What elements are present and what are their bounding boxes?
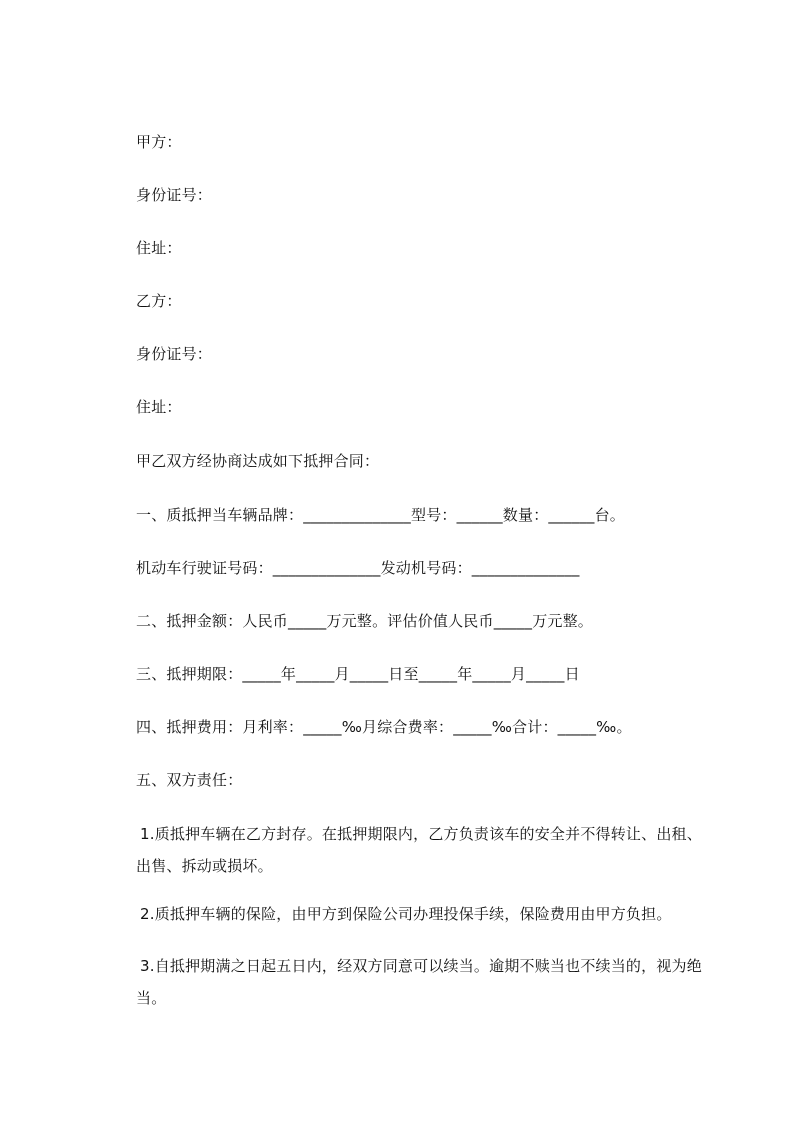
clause-fees: 四、抵押费用：月利率：_____‰月综合费率：_____‰合计：_____‰。 xyxy=(136,718,632,736)
party-b-address-label: 住址： xyxy=(136,398,182,416)
duty-item-text: 2.质抵押车辆的保险，由甲方到保险公司办理投保手续，保险费用由甲方负担。 xyxy=(140,905,672,923)
clause-license: 机动车行驶证号码：______________发动机号码：______________ xyxy=(136,559,580,577)
party-a-id-label: 身份证号： xyxy=(136,186,213,204)
duty-item-text: 3.自抵押期满之日起五日内，经双方同意可以续当。逾期不赎当也不续当的，视为绝当。 xyxy=(136,957,702,1007)
party-a-address-label: 住址： xyxy=(136,239,182,257)
duty-item xyxy=(136,950,702,1014)
duty-item xyxy=(136,898,702,930)
party-a-name-label: 甲方： xyxy=(136,133,182,151)
clause-amount: 二、抵押金额：人民币_____万元整。评估价值人民币_____万元整。 xyxy=(136,612,594,630)
contract-intro: 甲乙双方经协商达成如下抵押合同： xyxy=(136,452,380,470)
duty-item xyxy=(136,818,702,882)
clause-vehicle: 一、质抵押当车辆品牌：______________型号：______数量：______台。 xyxy=(136,506,626,524)
clause-period: 三、抵押期限：_____年_____月_____日至_____年_____月_____日 xyxy=(136,665,580,683)
party-b-id-label: 身份证号： xyxy=(136,345,213,363)
duty-item-text: 1.质抵押车辆在乙方封存。在抵押期限内，乙方负责该车的安全并不得转让、出租、出售、拆动或损坏。 xyxy=(136,825,702,875)
clause-duties-heading: 五、双方责任： xyxy=(136,771,243,789)
party-b-name-label: 乙方： xyxy=(136,292,182,310)
